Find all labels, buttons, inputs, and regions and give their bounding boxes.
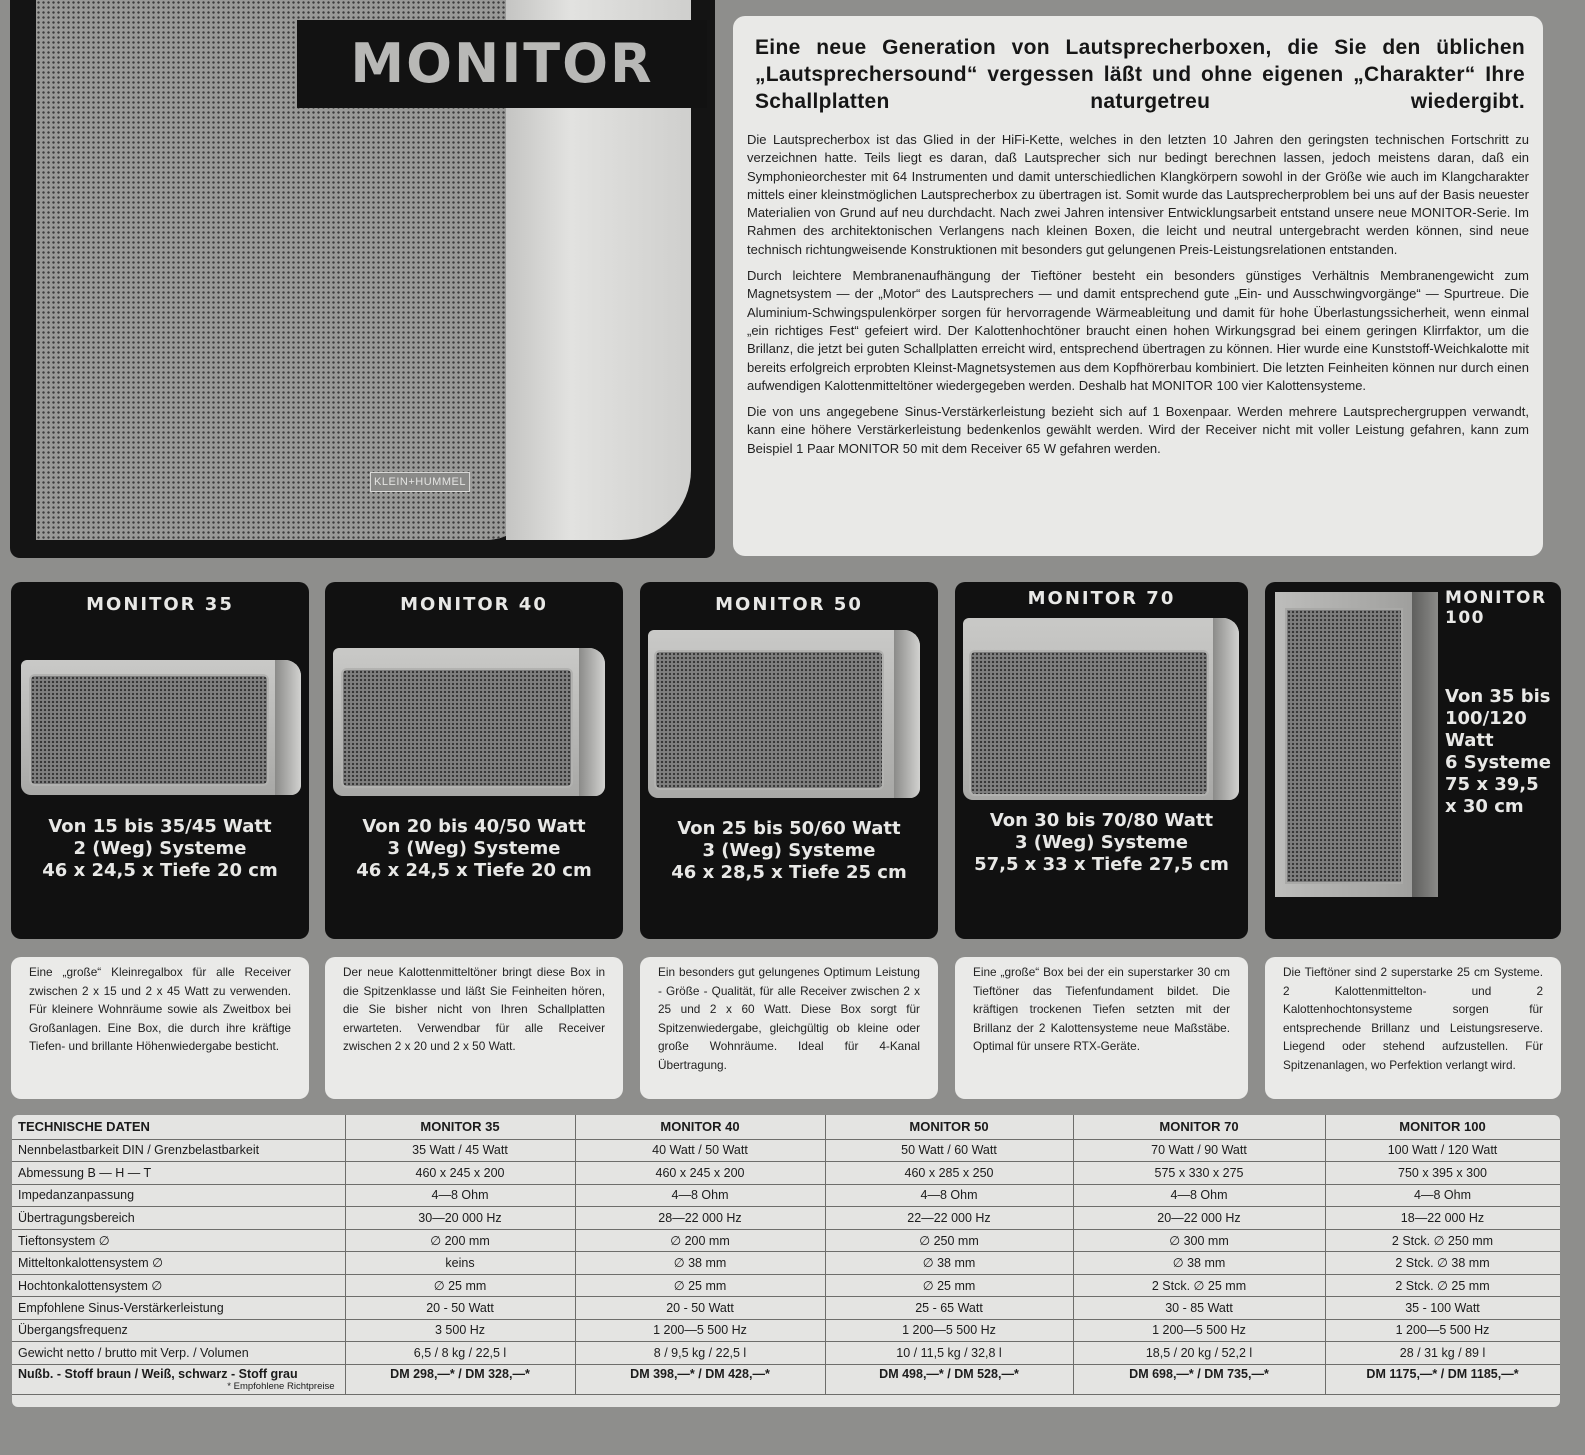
table-cell: 4—8 Ohm — [1325, 1184, 1560, 1207]
table-row — [12, 1184, 1560, 1207]
intro-paragraph: Durch leichtere Membranenaufhängung der Tieftöner besteht ein besonders günstiges Verhältnis Membranengewicht zum Magnetsystem — der „Motor“ des Lautsprechers — und damit entsprechend gute „Ein- und Ausschwingvorgänge“ — Spurtreue. Die Aluminium-Schwingspulenkörper sorgen für hervorragende Wärmeableitung und damit für hohe Überlastungssicherheit, wenn einmal „ein richtiges Fest“ gefeiert wird. Der Kalottenhochtöner braucht einen hohen Wirkungsgrad bei einem geringen Klirrfaktor, um die Brillanz, die jetzt bei guten Schallplatten erreicht wird, entsprechend übertragen zu können. Hier wurde eine Kunststoff-Weichkalotte mit bereits erfolgreich erprobten Kleinst-Magnetsystemen aus dem Kopfhörerbau kombiniert. Die letzten Feinheiten können nur durch einen aufwendigen Kalottenmitteltöner wiedergegeben werden. Deshalb hat MONITOR 100 vier Kalottensysteme. — [747, 268, 1529, 393]
table-cell: Gewicht netto / brutto mit Verp. / Volumen — [12, 1342, 345, 1365]
brand-badge: KLEIN+HUMMEL — [370, 472, 470, 492]
table-cell: 2 Stck. ∅ 38 mm — [1325, 1252, 1560, 1275]
table-cell: 100 Watt / 120 Watt — [1325, 1139, 1560, 1162]
table-header-row — [12, 1115, 1560, 1139]
table-header: MONITOR 100 — [1325, 1115, 1560, 1139]
table-cell: ∅ 25 mm — [345, 1274, 575, 1297]
table-cell: DM 498,—* / DM 528,—* — [825, 1364, 1073, 1394]
table-header: MONITOR 50 — [825, 1115, 1073, 1139]
table-cell: 35 Watt / 45 Watt — [345, 1139, 575, 1162]
model-description-monitor-50: Ein besonders gut gelungenes Optimum Leistung - Größe - Qualität, für alle Receiver zwischen 2 x 25 und 2 x 60 Watt. Diese Box sorgt für Spitzenwiedergabe, gleichgültig ob kleine oder große Wohnräume. Ideal für 4-Kanal Übertragung. — [640, 957, 938, 1099]
table-cell: 2 Stck. ∅ 25 mm — [1325, 1274, 1560, 1297]
table-row — [12, 1229, 1560, 1252]
table-cell: 575 x 330 x 275 — [1073, 1162, 1325, 1185]
model-description-monitor-70: Eine „große“ Box bei der ein superstarker 30 cm Tieftöner das Tiefenfundament bildet. Die kräftigen trockenen Tiefen setzten mit der Brillanz der 2 Kalottensysteme neue Maßstäbe. Optimal für unsere RTX-Geräte. — [955, 957, 1248, 1099]
intro-text-panel — [733, 16, 1543, 556]
speaker-side — [1213, 618, 1239, 800]
table-cell: ∅ 38 mm — [575, 1252, 825, 1275]
speaker-image — [648, 630, 920, 798]
model-card-monitor-100 — [1265, 582, 1561, 939]
model-description-monitor-100: Die Tieftöner sind 2 superstarke 25 cm Systeme. 2 Kalottenmittelton- und 2 Kalottenhochtonsysteme sorgen für entsprechende Brillanz und Leistungsreserve. Liegend oder stehend aufzustellen. Für Spitzenanlagen, wo Perfektion verlangt wird. — [1265, 957, 1561, 1099]
table-cell: keins — [345, 1252, 575, 1275]
table-cell: 4—8 Ohm — [825, 1184, 1073, 1207]
table-cell: 460 x 285 x 250 — [825, 1162, 1073, 1185]
speaker-side — [1412, 592, 1438, 897]
table-cell: 35 - 100 Watt — [1325, 1297, 1560, 1320]
table-cell: 40 Watt / 50 Watt — [575, 1139, 825, 1162]
table-cell: 460 x 245 x 200 — [345, 1162, 575, 1185]
model-name: MONITOR 40 — [400, 594, 548, 615]
table-cell: ∅ 25 mm — [575, 1274, 825, 1297]
table-cell: 28 / 31 kg / 89 l — [1325, 1342, 1560, 1365]
model-card-monitor-35 — [11, 582, 309, 939]
table-cell: 2 Stck. ∅ 25 mm — [1073, 1274, 1325, 1297]
table-cell: Übertragungsbereich — [12, 1207, 345, 1230]
table-cell: ∅ 25 mm — [825, 1274, 1073, 1297]
hero-speaker-photo — [10, 0, 715, 558]
table-cell: Mitteltonkalottensystem ∅ — [12, 1252, 345, 1275]
model-spec-power: Von 15 bis 35/45 Watt — [48, 816, 272, 837]
table-cell: 70 Watt / 90 Watt — [1073, 1139, 1325, 1162]
speaker-grille — [1285, 608, 1403, 884]
table-cell: 20 - 50 Watt — [575, 1297, 825, 1320]
technical-data-table — [12, 1115, 1560, 1407]
table-row — [12, 1297, 1560, 1320]
model-description-monitor-35: Eine „große“ Kleinregalbox für alle Receiver zwischen 2 x 15 und 2 x 45 Watt zu verwenden. Für kleinere Wohnräume sowie als Zweitbox bei Großanlagen. Eine Box, die durch ihre kräftige Tiefen- und brillante Höhenwiedergabe besticht. — [11, 957, 309, 1099]
page-title: MONITOR — [297, 20, 707, 108]
table-cell: 50 Watt / 60 Watt — [825, 1139, 1073, 1162]
table-row — [12, 1274, 1560, 1297]
speaker-image — [963, 618, 1239, 800]
model-card-monitor-70 — [955, 582, 1248, 939]
table-cell: 750 x 395 x 300 — [1325, 1162, 1560, 1185]
table-cell: ∅ 200 mm — [575, 1229, 825, 1252]
speaker-grille — [29, 674, 269, 786]
model-spec-power: Von 30 bis 70/80 Watt — [989, 810, 1214, 831]
speaker-grille — [969, 650, 1209, 796]
model-spec: Von 35 bis 100/120 Watt 6 Systeme 75 x 39,5 x 30 cm — [1445, 686, 1551, 817]
model-spec-systems: 3 (Weg) Systeme — [387, 838, 561, 859]
model-spec-power: Von 20 bis 40/50 Watt — [362, 816, 586, 837]
table-cell: Impedanzanpassung — [12, 1184, 345, 1207]
table-cell: Nußb. - Stoff braun / Weiß, schwarz - Stoff grau * Empfohlene Richtpreise — [12, 1364, 345, 1394]
table-cell: 18—22 000 Hz — [1325, 1207, 1560, 1230]
table-cell: 22—22 000 Hz — [825, 1207, 1073, 1230]
model-name: MONITOR 70 — [1027, 588, 1176, 609]
model-name: MONITOR 50 — [715, 594, 863, 615]
table-cell: 1 200—5 500 Hz — [1073, 1319, 1325, 1342]
speaker-side — [579, 648, 605, 796]
table-cell: 28—22 000 Hz — [575, 1207, 825, 1230]
table-cell: 30—20 000 Hz — [345, 1207, 575, 1230]
table-cell: DM 398,—* / DM 428,—* — [575, 1364, 825, 1394]
table-cell: 4—8 Ohm — [345, 1184, 575, 1207]
model-spec-dimensions: 46 x 24,5 x Tiefe 20 cm — [42, 860, 278, 881]
speaker-side — [894, 630, 920, 798]
table-cell: DM 698,—* / DM 735,—* — [1073, 1364, 1325, 1394]
table-cell: 25 - 65 Watt — [825, 1297, 1073, 1320]
table-cell: 20—22 000 Hz — [1073, 1207, 1325, 1230]
speaker-grille — [654, 650, 884, 790]
table-cell: 18,5 / 20 kg / 52,2 l — [1073, 1342, 1325, 1365]
table-row — [12, 1319, 1560, 1342]
model-name: MONITOR 35 — [86, 594, 234, 615]
table-row — [12, 1252, 1560, 1275]
model-description-monitor-40: Der neue Kalottenmitteltöner bringt diese Box in die Spitzenklasse und läßt Sie Feinheiten hören, die Sie bisher nicht von Ihren Schallplatten erwarteten. Verwendbar für alle Receiver zwischen 2 x 20 und 2 x 50 Watt. — [325, 957, 623, 1099]
table-cell: Hochtonkalottensystem ∅ — [12, 1274, 345, 1297]
model-name: MONITOR 100 — [1445, 588, 1547, 628]
speaker-image — [21, 660, 301, 795]
table-cell: Tieftonsystem ∅ — [12, 1229, 345, 1252]
table-cell: Empfohlene Sinus-Verstärkerleistung — [12, 1297, 345, 1320]
table-header: MONITOR 40 — [575, 1115, 825, 1139]
model-card-monitor-40 — [325, 582, 623, 939]
table-row — [12, 1342, 1560, 1365]
table-cell: Abmessung B — H — T — [12, 1162, 345, 1185]
table-cell: 2 Stck. ∅ 250 mm — [1325, 1229, 1560, 1252]
table-cell: ∅ 38 mm — [1073, 1252, 1325, 1275]
table-cell: 6,5 / 8 kg / 22,5 l — [345, 1342, 575, 1365]
table-row — [12, 1139, 1560, 1162]
model-spec-power: Von 25 bis 50/60 Watt — [677, 818, 901, 839]
model-spec-systems: 3 (Weg) Systeme — [702, 840, 876, 861]
table-cell: 30 - 85 Watt — [1073, 1297, 1325, 1320]
table-row — [12, 1162, 1560, 1185]
model-spec-dimensions: 46 x 24,5 x Tiefe 20 cm — [356, 860, 592, 881]
table-header: MONITOR 35 — [345, 1115, 575, 1139]
model-spec-dimensions: 57,5 x 33 x Tiefe 27,5 cm — [974, 854, 1229, 875]
intro-headline: Eine neue Generation von Lautsprecherboxen, die Sie den üblichen „Lautsprechersound“ vergessen läßt und ohne eigenen „Charakter“ Ihre Schallplatten naturgetreu wiedergibt. — [755, 36, 1525, 113]
table-cell: 460 x 245 x 200 — [575, 1162, 825, 1185]
table-cell: ∅ 250 mm — [825, 1229, 1073, 1252]
intro-paragraph: Die von uns angegebene Sinus-Verstärkerleistung bezieht sich auf 1 Boxenpaar. Werden mehrere Lautsprechergruppen verwandt, kann eine höhere Verstärkerleistung bedenkenlos gewählt werden. Wird der Receiver nicht mit voller Leistung gefahren, kann zum Beispiel 1 Paar MONITOR 50 mit dem Receiver 65 W gefahren werden. — [747, 404, 1529, 456]
table-cell: Übergangsfrequenz — [12, 1319, 345, 1342]
model-card-monitor-50 — [640, 582, 938, 939]
table-cell: 4—8 Ohm — [1073, 1184, 1325, 1207]
table-cell: ∅ 38 mm — [825, 1252, 1073, 1275]
model-spec-systems: 2 (Weg) Systeme — [73, 838, 247, 859]
table-row — [12, 1207, 1560, 1230]
table-cell: 3 500 Hz — [345, 1319, 575, 1342]
table-header: MONITOR 70 — [1073, 1115, 1325, 1139]
table-cell: ∅ 200 mm — [345, 1229, 575, 1252]
table-cell: Nennbelastbarkeit DIN / Grenzbelastbarkeit — [12, 1139, 345, 1162]
price-footnote: * Empfohlene Richtpreise — [227, 1380, 335, 1392]
speaker-image — [1275, 592, 1438, 897]
speaker-image — [333, 648, 605, 796]
table-cell: DM 298,—* / DM 328,—* — [345, 1364, 575, 1394]
table-cell: 4—8 Ohm — [575, 1184, 825, 1207]
table-cell: 20 - 50 Watt — [345, 1297, 575, 1320]
table-cell: 10 / 11,5 kg / 32,8 l — [825, 1342, 1073, 1365]
speaker-grille — [341, 668, 573, 788]
table-cell: 8 / 9,5 kg / 22,5 l — [575, 1342, 825, 1365]
table-row-price — [12, 1364, 1560, 1394]
table-cell: 1 200—5 500 Hz — [575, 1319, 825, 1342]
model-spec-dimensions: 46 x 28,5 x Tiefe 25 cm — [671, 862, 907, 883]
table-cell: DM 1175,—* / DM 1185,—* — [1325, 1364, 1560, 1394]
table-cell: 1 200—5 500 Hz — [1325, 1319, 1560, 1342]
speaker-side — [275, 660, 301, 795]
intro-paragraph: Die Lautsprecherbox ist das Glied in der HiFi-Kette, welches in den letzten 10 Jahren den geringsten technischen Fortschritt zu verzeichnen hatte. Teils liegt es daran, daß Lautsprecher sich nur bedingt berechnen lassen, jedoch meistens daran, daß ein Symphonieorchester mit 64 Instrumenten und damit unterschiedlichen Klangkörpern sowohl in der Größe wie auch im Klangcharakter mittels einer kleinstmöglichen Lautsprecherbox zu übertragen ist. Somit wurde das Lautsprecherproblem bei uns auf der Basis neuester Materialien von Grund auf neu durchdacht. Nach zwei Jahren intensiver Entwicklungsarbeit entstand unsere neue MONITOR-Serie. Im Rahmen des architektonischen Verlangens nach kleinen Boxen, die leicht und neutral untergebracht werden können, sind neue technisch richtungweisende Konstruktionen mit besonders gut gelungenen Preis-Leistungsrelationen entstanden. — [747, 132, 1529, 257]
table-header: TECHNISCHE DATEN — [12, 1115, 345, 1139]
model-spec-systems: 3 (Weg) Systeme — [1014, 832, 1188, 853]
table-cell: ∅ 300 mm — [1073, 1229, 1325, 1252]
table-cell: 1 200—5 500 Hz — [825, 1319, 1073, 1342]
